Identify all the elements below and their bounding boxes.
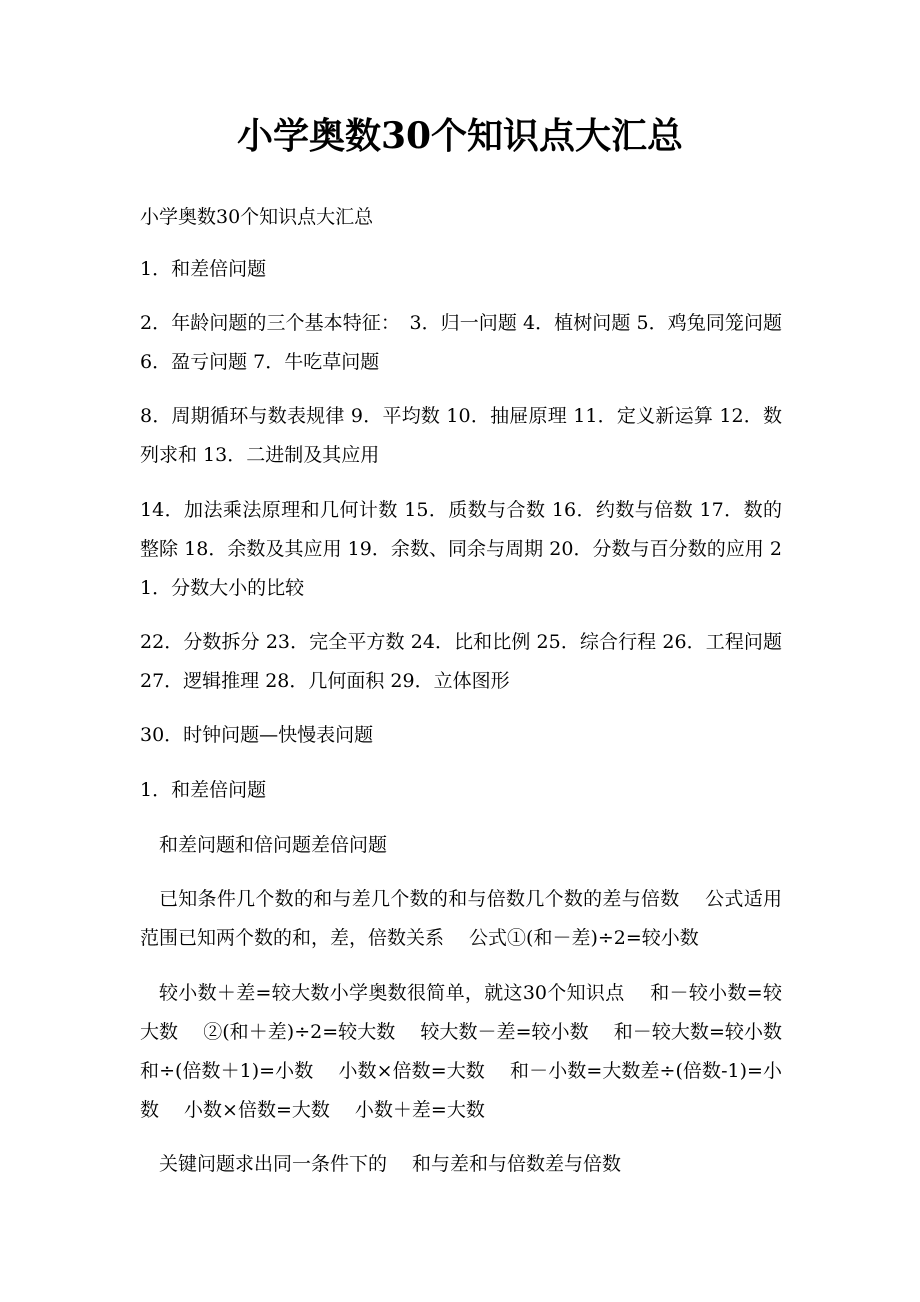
- paragraph-topics-14-21: 14．加法乘法原理和几何计数 15．质数与合数 16．约数与倍数 17．数的整除 18．余数及其应用 19．余数、同余与周期 20．分数与百分数的应用 21．分数大小的比较: [140, 499, 782, 599]
- paragraph-topic-30: 30．时钟问题—快慢表问题: [140, 724, 374, 746]
- document-title: 小学奥数30个知识点大汇总: [236, 115, 684, 157]
- paragraph-topics-8-13: 8．周期循环与数表规律 9．平均数 10．抽屉原理 11．定义新运算 12．数列求和 13．二进制及其应用: [140, 405, 782, 466]
- paragraph-topics-22-29: 22．分数拆分 23．完全平方数 24．比和比例 25．综合行程 26．工程问题 27．逻辑推理 28．几何面积 29．立体图形: [140, 631, 782, 692]
- paragraph-key-problem: 关键问题求出同一条件下的 和与差和与倍数差与倍数: [159, 1153, 622, 1175]
- paragraph-formulas: 较小数＋差=较大数小学奥数很简单，就这30个知识点 和－较小数=较大数 ②(和＋差)÷2=较大数 较大数－差=较小数 和－较大数=较小数 和÷(倍数＋1)=小数 小数×倍数=大数 和－小数=大数差÷(倍数-1)=小数 小数×倍数=大数 小数＋差=大数: [140, 982, 808, 1121]
- paragraph-problem-types: 和差问题和倍问题差倍问题: [159, 834, 388, 856]
- paragraph-topics-2-7: 2．年龄问题的三个基本特征： 3．归一问题 4．植树问题 5．鸡兔同笼问题 6．盈亏问题 7．牛吃草问题: [140, 312, 782, 373]
- section-heading-1: 1．和差倍问题: [140, 779, 267, 801]
- paragraph-subtitle: 小学奥数30个知识点大汇总: [140, 206, 374, 228]
- paragraph-conditions: 已知条件几个数的和与差几个数的和与倍数几个数的差与倍数 公式适用范围已知两个数的和，差，倍数关系 公式①(和－差)÷2=较小数: [140, 888, 782, 949]
- paragraph-topic-1: 1．和差倍问题: [140, 258, 267, 280]
